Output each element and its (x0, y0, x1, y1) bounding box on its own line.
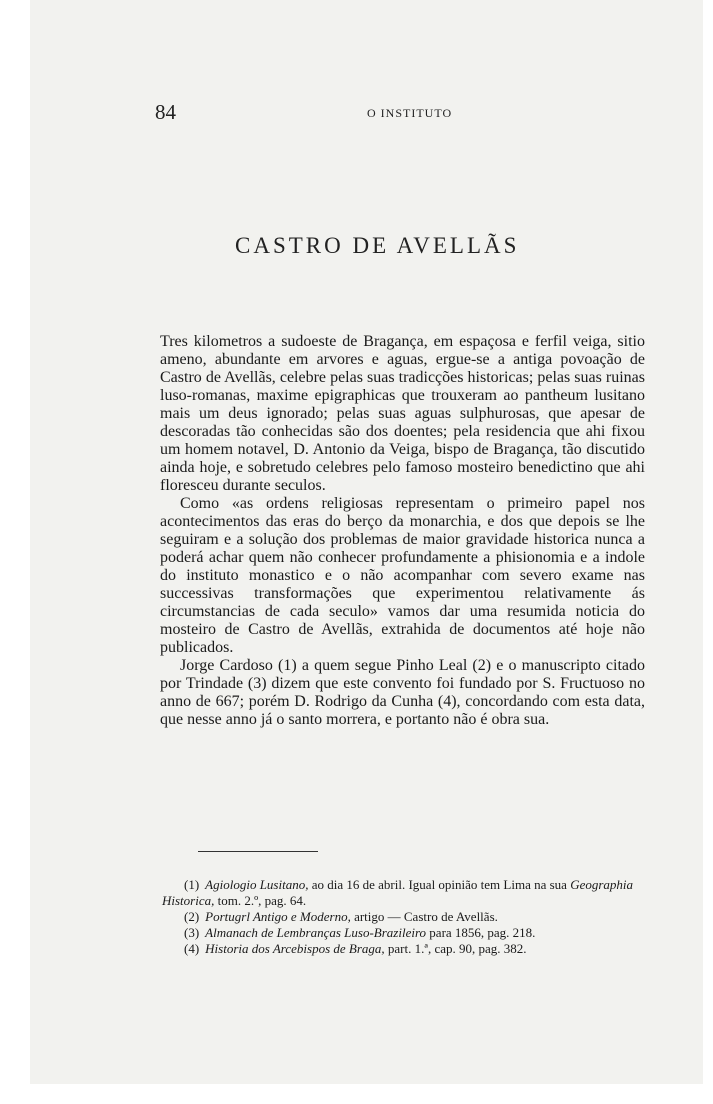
footnote-title: Almanach de Lembranças Luso-Brazileiro (205, 925, 427, 940)
footnote-text: ao dia 16 de abril. Igual opinião tem Lima na sua (308, 877, 571, 892)
page-header (155, 100, 535, 124)
footnote-title: Geographia Historica, (162, 877, 634, 908)
footnote (162, 877, 647, 909)
footnote-text: part. 1.ª, cap. 90, pag. 382. (384, 941, 527, 956)
footnote (162, 925, 647, 941)
footnote-title: Portugrl Antigo e Moderno, (205, 909, 351, 924)
footnote-text: artigo — Castro de Avellãs. (350, 909, 498, 924)
paragraph: Jorge Cardoso (1) a quem segue Pinho Leal (2) e o manuscripto citado por Trindade (3) dizem que este convento foi fundado por S. Fructuoso no anno de 667; porém D. Rodrigo da Cunha (4), concordando com esta data, que nesse anno já o santo morrera, e portanto não é obra sua. (160, 657, 645, 728)
footnote (162, 909, 647, 925)
paragraph: Como «as ordens religiosas representam o primeiro papel nos acontecimentos das eras do berço da monarchia, e dos que depois se lhe seguiram e a solução dos problemas de maior gravidade historica nunca a poderá achar quem não conhecer profundamente a phisionomia e a indole do instituto monastico e o não acompanhar com severo exame nas successivas transformações que experimentou relativamente ás circumstancias de cada seculo» vamos dar uma resumida noticia do mosteiro de Castro de Avellãs, extrahida de documentos até hoje não publicados. (160, 495, 645, 656)
running-head: O INSTITUTO (367, 106, 453, 120)
page-number: 84 (155, 100, 176, 124)
footnote (162, 941, 647, 957)
paragraph: Tres kilometros a sudoeste de Bragança, em espaçosa e ferfil veiga, sitio ameno, abundante em arvores e aguas, ergue-se a antiga povoação de Castro de Avellãs, celebre pelas suas tradicções historicas; pelas suas ruinas luso-romanas, maxime epigraphicas que trouxeram ao pantheum lusitano mais um deus ignorado; pelas suas aguas sulphurosas, que apesar de descoradas tão conhecidas são dos doentes; pela residencia que ahi fixou um homem notavel, D. Antonio da Veiga, bispo de Bragança, tão discutido ainda hoje, e sobretudo celebres pelo famoso mosteiro benedictino que ahi floresceu durante seculos. (160, 333, 645, 494)
article-body (160, 333, 645, 729)
scan-margin (0, 0, 30, 1104)
footnotes (162, 877, 647, 957)
footnote-title: Historia dos Arcebispos de Braga, (205, 941, 385, 956)
article-title: CASTRO DE AVELLÃS (235, 233, 520, 258)
book-page (30, 0, 703, 1084)
footnote-divider (198, 851, 318, 852)
footnote-text: tom. 2.º, pag. 64. (214, 893, 307, 908)
footnote-number: (3) (184, 925, 200, 940)
footnote-text: para 1856, pag. 218. (426, 925, 536, 940)
footnote-number: (2) (184, 909, 200, 924)
footnote-number: (4) (184, 941, 200, 956)
footnote-title: Agiologio Lusitano, (205, 877, 309, 892)
footnote-number: (1) (184, 877, 200, 892)
